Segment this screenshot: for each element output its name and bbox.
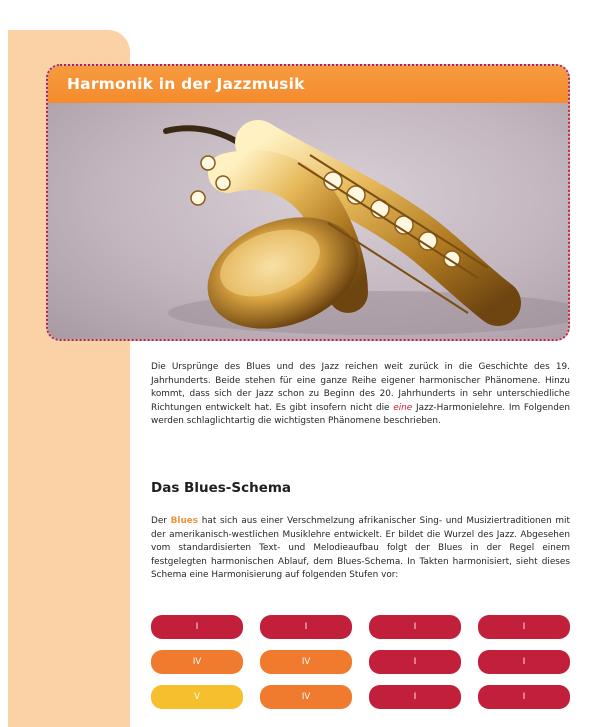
saxophone-icon <box>48 103 568 339</box>
scheme-bar: IV <box>260 685 352 709</box>
intro-paragraph <box>151 361 570 429</box>
scheme-bar: IV <box>151 650 243 674</box>
blues-highlight-link[interactable]: Blues <box>170 516 199 526</box>
scheme-bar: I <box>478 615 570 639</box>
scheme-bar: I <box>369 650 461 674</box>
saxophone-photo <box>48 103 568 339</box>
blues-text-start: Der <box>151 516 171 526</box>
scheme-bar: I <box>151 615 243 639</box>
scheme-bar: I <box>369 685 461 709</box>
scheme-bar: I <box>260 615 352 639</box>
section-heading: Das Blues-Schema <box>151 480 292 496</box>
scheme-bar: IV <box>260 650 352 674</box>
scheme-bar: I <box>369 615 461 639</box>
blues-paragraph <box>151 515 570 583</box>
intro-text-end: Jazz-Harmonielehre. Im Folgenden werden schlaglichtartig die wichtigsten Phänomene beschrieben. <box>151 402 570 427</box>
intro-emphasis: eine <box>393 402 413 413</box>
scheme-bar: V <box>151 685 243 709</box>
feature-header-bar <box>48 66 568 103</box>
scheme-bar: I <box>478 650 570 674</box>
scheme-bar: I <box>478 685 570 709</box>
feature-title: Harmonik in der Jazzmusik <box>67 75 305 93</box>
feature-box <box>46 64 570 341</box>
blues-text-end: hat sich aus einer Verschmelzung afrikanischer Sing- und Musiziertraditionen mit der amerikanisch-westlichen Musiklehre entwickelt. Er bildet die Wurzel des Jazz. Abgesehen vom standardisierten Text- und Melodieaufbau folgt der Blues in der Regel einem festgelegten harmonischen Ablauf, dem Blues-Schema. In Takten harmonisiert, sieht dieses Schema eine Harmonisierung auf folgenden Stufen vor: <box>151 516 571 581</box>
intro-text-start: Die Ursprünge des Blues und des Jazz reichen weit zurück in die Geschichte des 19. Jahrhunderts. Beide stehen für eine ganze Reihe eigener harmonischer Phänomene. Hinzu kommt, dass sich der Jazz schon zu Beginn des 20. Jahrhunderts in sehr unterschiedliche Richtungen entwickelt hat. Es gibt insofern nicht die <box>151 362 570 413</box>
blues-scheme-grid <box>151 615 571 709</box>
